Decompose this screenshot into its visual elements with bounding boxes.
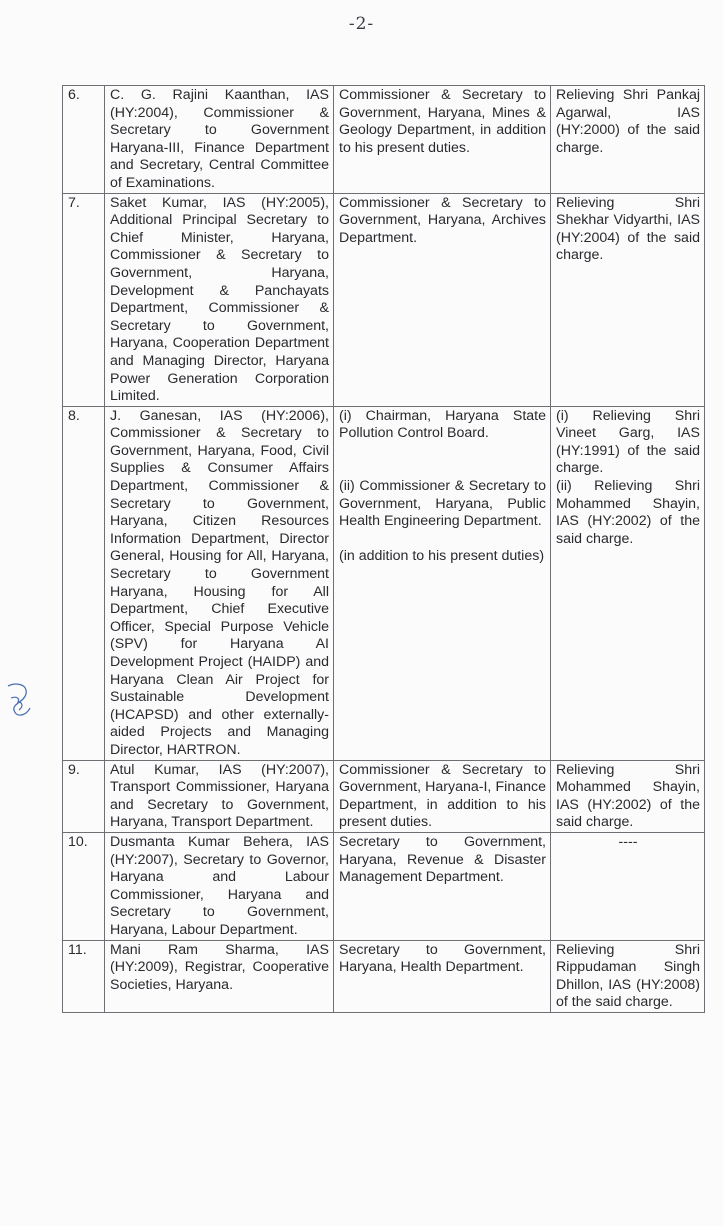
table-row <box>63 832 705 940</box>
table-row <box>63 940 705 1012</box>
officer-details: Atul Kumar, IAS (HY:2007), Transport Commissioner, Haryana and Secretary to Government, Haryana, Transport Department. <box>105 760 334 832</box>
handwritten-annotation-icon <box>2 682 36 722</box>
posting-text: Secretary to Government, Haryana, Revenue & Disaster Management Department. <box>339 833 546 886</box>
posting-text: Commissioner & Secretary to Government, Haryana, Archives Department. <box>339 194 546 246</box>
new-posting <box>334 86 551 194</box>
officer-details: Mani Ram Sharma, IAS (HY:2009), Registrar, Cooperative Societies, Haryana. <box>105 940 334 1012</box>
relieving-note <box>551 86 705 194</box>
relieving-text: ---- <box>618 833 638 850</box>
relieving-text: Relieving Shri Mohammed Shayin, IAS (HY:2002) of the said charge. <box>556 761 700 831</box>
serial-number: 8. <box>63 406 105 760</box>
relieving-text: (ii) Relieving Shri Mohammed Shayin, IAS (HY:2002) of the said charge. <box>556 478 700 547</box>
relieving-text: (i) Relieving Shri Vineet Garg, IAS (HY:1991) of the said charge. <box>556 407 700 477</box>
relieving-text: Relieving Shri Shekhar Vidyarthi, IAS (HY:2004) of the said charge. <box>556 194 700 264</box>
relieving-note <box>551 406 705 760</box>
new-posting <box>334 193 551 406</box>
posting-text: (i) Chairman, Haryana State Pollution Control Board. <box>339 407 546 442</box>
table-row <box>63 406 705 760</box>
serial-number: 11. <box>63 940 105 1012</box>
new-posting <box>334 832 551 940</box>
serial-number: 10. <box>63 832 105 940</box>
new-posting <box>334 406 551 760</box>
officer-details: J. Ganesan, IAS (HY:2006), Commissioner & Secretary to Government, Haryana, Food, Civil Supplies & Consumer Affairs Department, Commissioner & Secretary to Government, Haryana, Citizen Resources Information Department, Director General, Housing for All, Haryana, Secretary to Government Haryana, Housing for All Department, Chief Executive Officer, Special Purpose Vehicle (SPV) for Haryana AI Development Project (HAIDP) and Haryana Clean Air Project for Sustainable Development (HCAPSD) and other externally-aided Projects and Managing Director, HARTRON. <box>105 406 334 760</box>
officer-details: C. G. Rajini Kaanthan, IAS (HY:2004), Commissioner & Secretary to Government Haryana-III, Finance Department and Secretary, Central Committee of Examinations. <box>105 86 334 194</box>
serial-number: 7. <box>63 193 105 406</box>
relieving-note <box>551 940 705 1012</box>
posting-text: (ii) Commissioner & Secretary to Government, Haryana, Public Health Engineering Department. <box>339 478 546 530</box>
relieving-note <box>551 760 705 832</box>
posting-text: Commissioner & Secretary to Government, Haryana-I, Finance Department, in addition to his present duties. <box>339 761 546 831</box>
officer-details: Dusmanta Kumar Behera, IAS (HY:2007), Secretary to Governor, Haryana and Labour Commissioner, Haryana and Secretary to Government, Haryana, Labour Department. <box>105 832 334 940</box>
relieving-note <box>551 832 705 940</box>
posting-text: Secretary to Government, Haryana, Health Department. <box>339 941 546 976</box>
relieving-text: Relieving Shri Rippudaman Singh Dhillon, IAS (HY:2008) of the said charge. <box>556 941 700 1011</box>
page-number: -2- <box>348 14 375 34</box>
table-row <box>63 760 705 832</box>
table-row <box>63 86 705 194</box>
posting-text: Commissioner & Secretary to Government, Haryana, Mines & Geology Department, in addition to his present duties. <box>339 87 546 156</box>
new-posting <box>334 940 551 1012</box>
posting-text: (in addition to his present duties) <box>339 548 545 565</box>
officer-details: Saket Kumar, IAS (HY:2005), Additional Principal Secretary to Chief Minister, Haryana, Commissioner & Secretary to Government, Haryana, Development & Panchayats Department, Commissioner & Secretary to Government, Haryana, Cooperation Department and Managing Director, Haryana Power Generation Corporation Limited. <box>105 193 334 406</box>
relieving-note <box>551 193 705 406</box>
new-posting <box>334 760 551 832</box>
relieving-text: Relieving Shri Pankaj Agarwal, IAS (HY:2000) of the said charge. <box>556 87 700 156</box>
serial-number: 9. <box>63 760 105 832</box>
posting-orders-table <box>62 85 705 1013</box>
table-row <box>63 193 705 406</box>
serial-number: 6. <box>63 86 105 194</box>
